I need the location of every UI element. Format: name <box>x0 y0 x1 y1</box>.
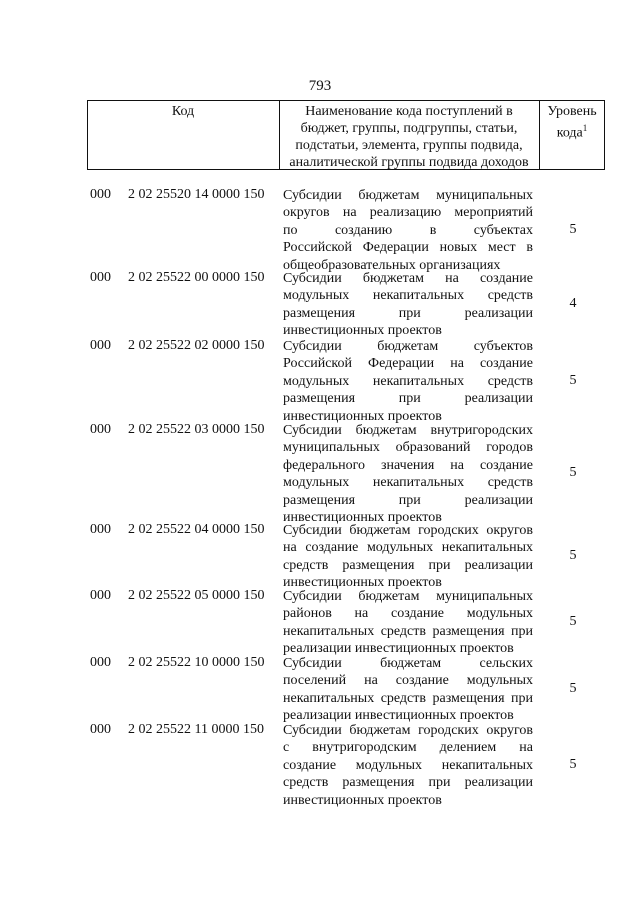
income-name <box>283 722 533 809</box>
income-name-line: округов на реализацию мероприятий <box>283 205 533 221</box>
income-name-line: Субсидии бюджетам городских округов <box>283 523 533 538</box>
income-name-line: модульных некапитальных средств <box>283 475 533 491</box>
table-row <box>0 338 640 425</box>
income-name-line: некапитальных средств размещения при <box>283 690 533 706</box>
admin-code: 000 <box>90 722 111 737</box>
income-name-line: Субсидии бюджетам субъектов <box>283 339 533 354</box>
income-name-line: средств размещения при реализации <box>283 775 533 791</box>
code-level: 5 <box>569 547 577 563</box>
code-level: 5 <box>569 221 577 237</box>
income-name-line: создание модульных некапитальных <box>283 757 533 773</box>
table-row <box>0 422 640 526</box>
income-name <box>283 588 533 658</box>
income-code: 2 02 25520 14 0000 150 <box>128 187 265 202</box>
income-name-line: на создание модульных некапитальных <box>283 540 533 556</box>
header-level <box>539 103 605 142</box>
header-name-line: аналитической группы подвида доходов <box>289 155 529 170</box>
income-name-line: инвестиционных проектов <box>283 792 442 808</box>
code-level: 5 <box>569 465 577 481</box>
table-row <box>0 522 640 592</box>
code-level: 4 <box>569 295 577 311</box>
income-code: 2 02 25522 10 0000 150 <box>128 655 265 670</box>
table-row <box>0 270 640 340</box>
income-name-line: инвестиционных проектов <box>283 408 442 424</box>
income-code: 2 02 25522 00 0000 150 <box>128 270 265 285</box>
header-name-line: Наименование кода поступлений в <box>305 104 513 119</box>
income-name-line: средств размещения при реализации <box>283 557 533 573</box>
income-name-line: с внутригородским делением на <box>283 740 533 756</box>
table-row <box>0 187 640 274</box>
income-name-line: Российской Федерации на создание <box>283 356 533 372</box>
income-name-line: размещения при реализации <box>283 305 533 321</box>
income-name-line: Субсидии бюджетам городских округов <box>283 723 533 738</box>
header-level-line1: Уровень <box>547 104 597 119</box>
income-code: 2 02 25522 04 0000 150 <box>128 522 265 537</box>
income-name-line: инвестиционных проектов <box>283 509 442 525</box>
page-number: 793 <box>308 78 332 94</box>
code-level: 5 <box>569 756 577 772</box>
admin-code: 000 <box>90 270 111 285</box>
admin-code: 000 <box>90 588 111 603</box>
header-name <box>279 103 539 171</box>
admin-code: 000 <box>90 187 111 202</box>
table-row <box>0 722 640 809</box>
income-name-line: Субсидии бюджетам муниципальных <box>283 188 533 203</box>
income-code: 2 02 25522 11 0000 150 <box>128 722 264 737</box>
income-name <box>283 655 533 725</box>
income-name-line: Субсидии бюджетам сельских <box>283 656 533 671</box>
income-name-line: муниципальных образований городов <box>283 440 533 456</box>
header-name-line: бюджет, группы, подгруппы, статьи, <box>300 121 518 136</box>
income-name-line: поселений на создание модульных <box>283 673 533 689</box>
admin-code: 000 <box>90 338 111 353</box>
code-level: 5 <box>569 613 577 629</box>
income-name <box>283 422 533 526</box>
table-row <box>0 588 640 658</box>
income-name-line: реализации инвестиционных проектов <box>283 641 514 657</box>
table-header <box>87 100 605 170</box>
income-name-line: общеобразовательных организациях <box>283 257 501 273</box>
income-name-line: некапитальных средств размещения при <box>283 623 533 639</box>
income-name-line: реализации инвестиционных проектов <box>283 708 514 724</box>
code-level: 5 <box>569 372 577 388</box>
income-name-line: инвестиционных проектов <box>283 323 442 339</box>
income-code: 2 02 25522 02 0000 150 <box>128 338 265 353</box>
admin-code: 000 <box>90 422 111 437</box>
header-name-line: подстатьи, элемента, группы подвида, <box>295 138 523 153</box>
income-name-line: районов на создание модульных <box>283 606 533 622</box>
income-name-line: модульных некапитальных средств <box>283 373 533 389</box>
income-name-line: Субсидии бюджетам внутригородских <box>283 423 533 438</box>
table-row <box>0 655 640 725</box>
income-name-line: размещения при реализации <box>283 391 533 407</box>
income-name-line: Субсидии бюджетам муниципальных <box>283 589 533 604</box>
income-name <box>283 270 533 340</box>
income-code: 2 02 25522 03 0000 150 <box>128 422 265 437</box>
income-name <box>283 187 533 274</box>
income-name-line: размещения при реализации <box>283 492 533 508</box>
admin-code: 000 <box>90 522 111 537</box>
header-top-border <box>87 100 605 101</box>
income-code: 2 02 25522 05 0000 150 <box>128 588 265 603</box>
code-level: 5 <box>569 680 577 696</box>
income-name-line: Субсидии бюджетам на создание <box>283 271 533 286</box>
income-name-line: модульных некапитальных средств <box>283 288 533 304</box>
admin-code: 000 <box>90 655 111 670</box>
header-code: Код <box>171 104 195 119</box>
income-name-line: Российской Федерации новых мест в <box>283 240 533 256</box>
footnote-marker: 1 <box>582 123 588 133</box>
income-name <box>283 522 533 592</box>
header-level-line2: кода$^1$ <box>556 123 588 141</box>
income-name-line: инвестиционных проектов <box>283 575 442 591</box>
income-name <box>283 338 533 425</box>
income-name-line: федерального значения на создание <box>283 457 533 473</box>
income-name-line: по созданию в субъектах <box>283 222 533 238</box>
